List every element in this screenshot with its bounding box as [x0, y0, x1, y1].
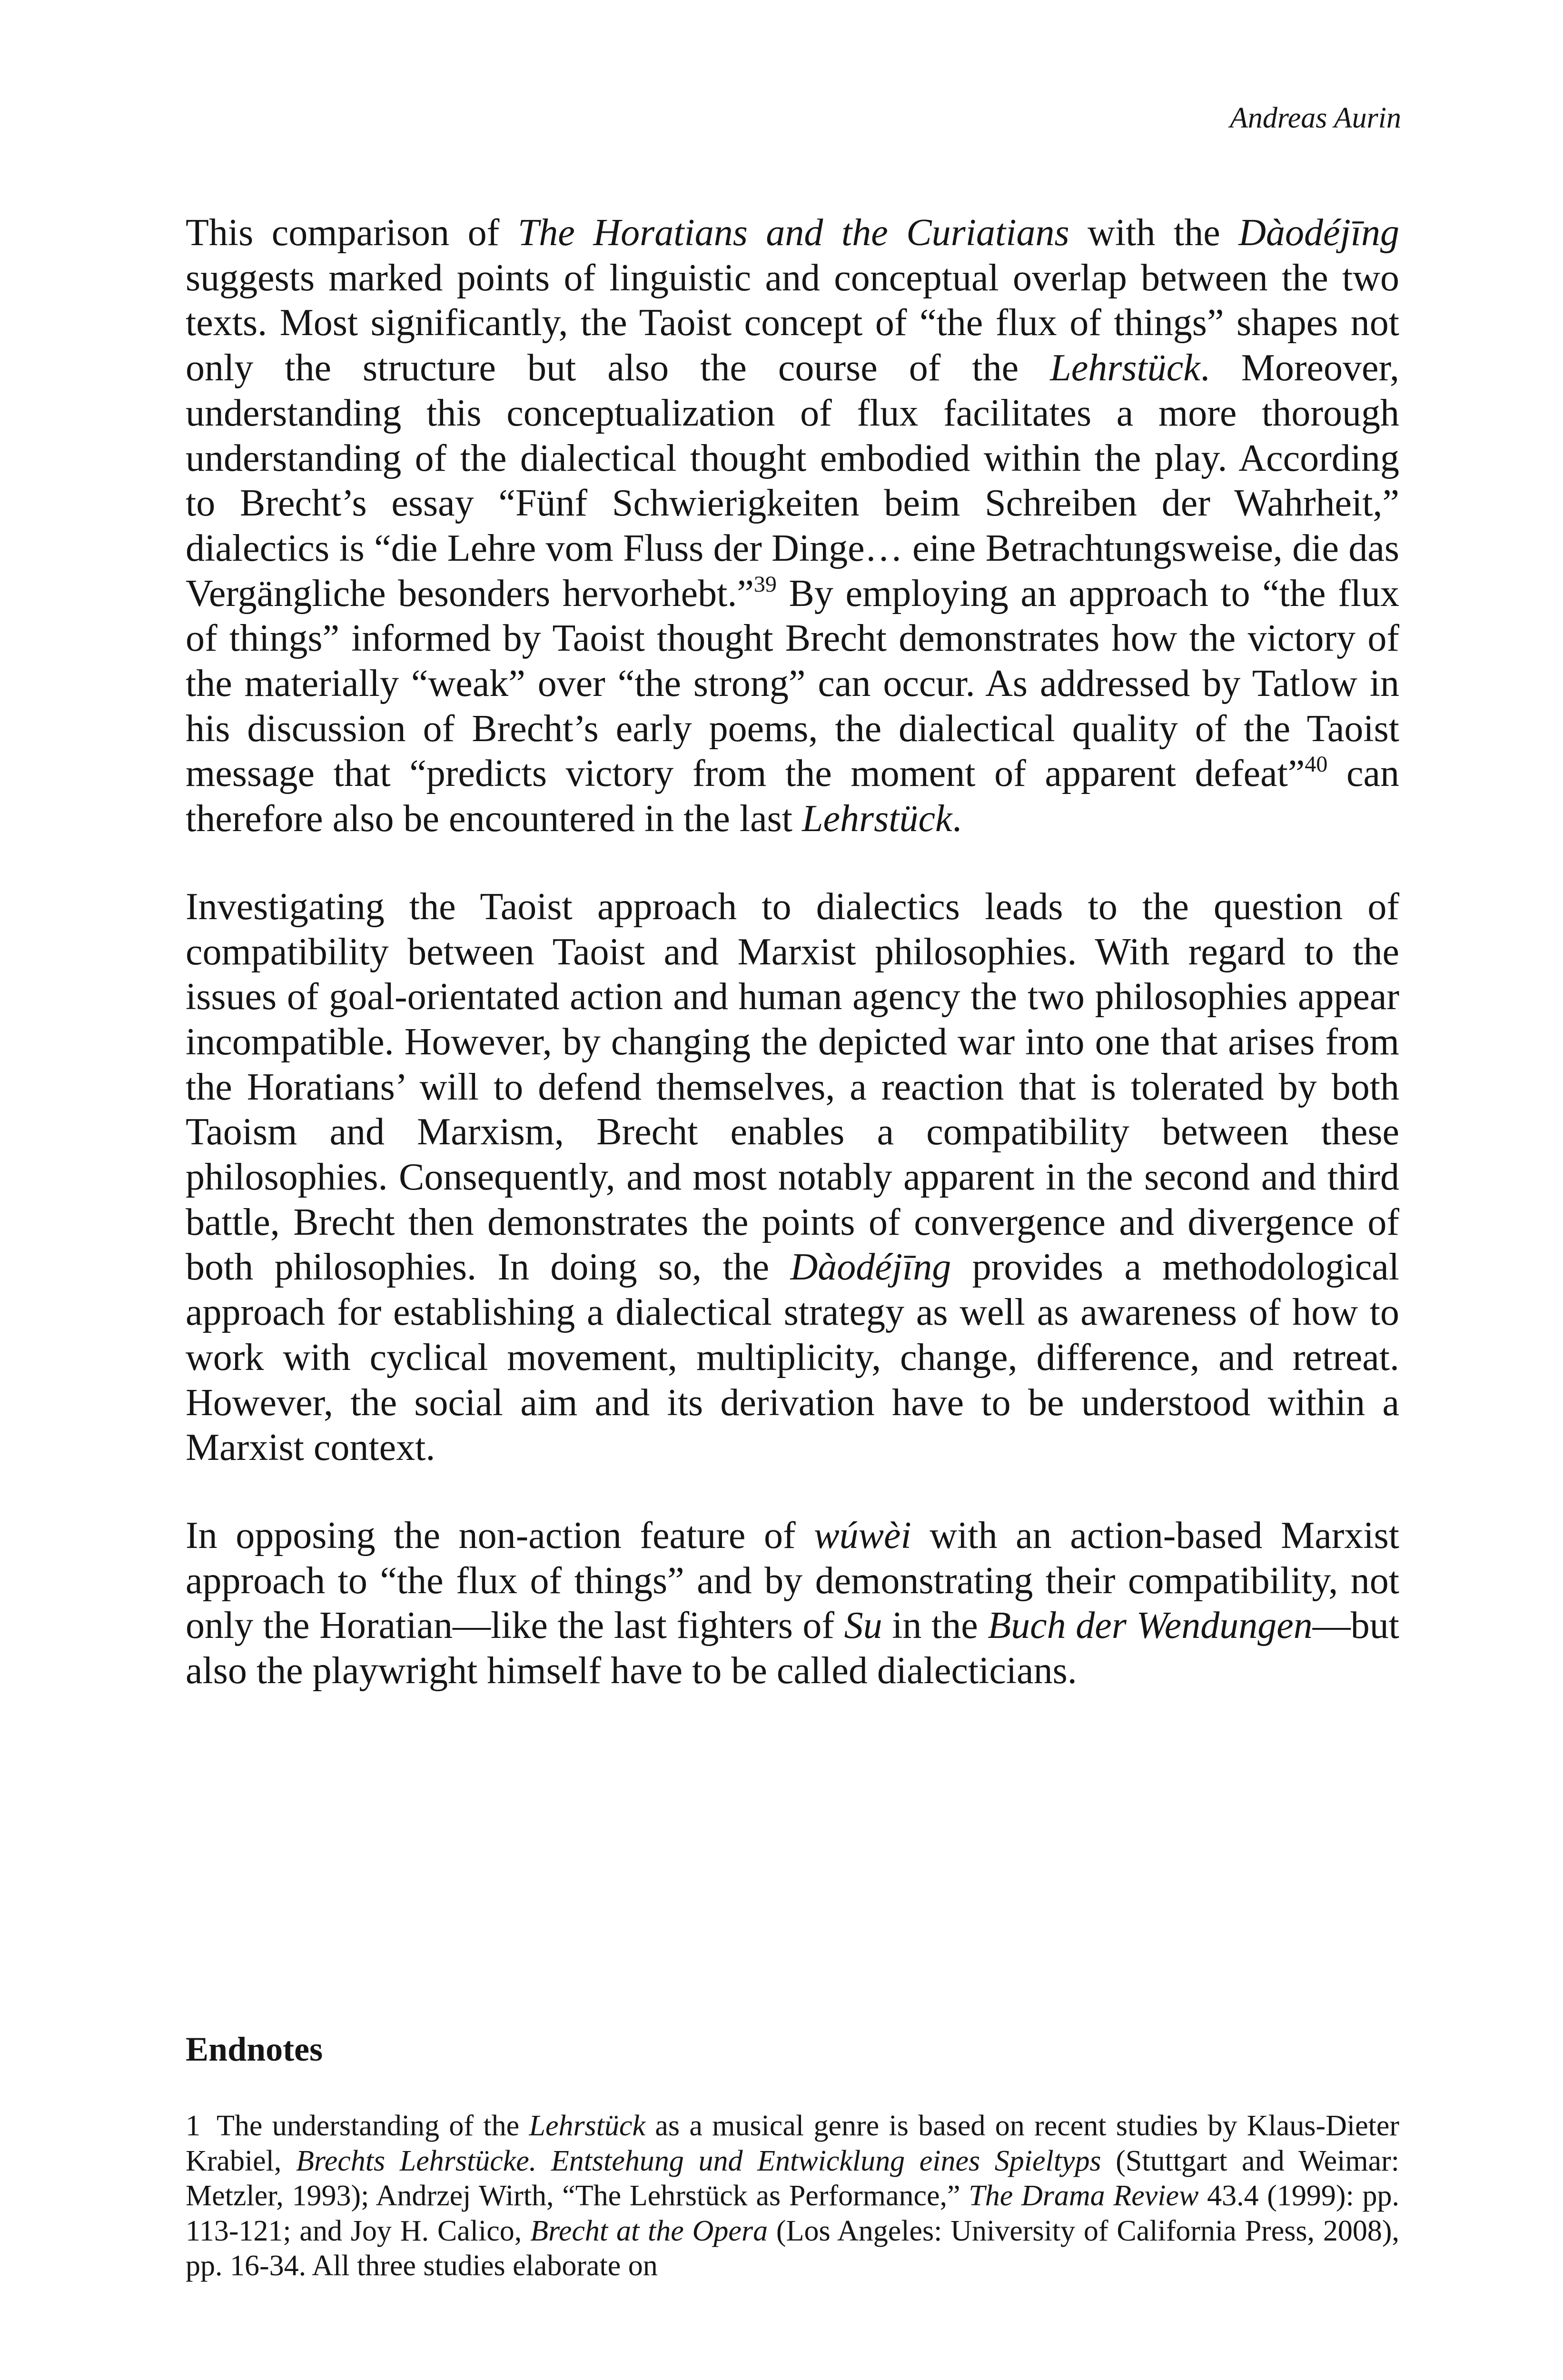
paragraph-1 — [186, 210, 1399, 842]
text-span: as a musical genre is based on recent studies by Klaus-Dieter Krabiel, — [186, 2110, 1399, 2177]
text-span: This comparison of — [186, 212, 518, 254]
footnote-marker[interactable]: 40 — [1305, 752, 1328, 777]
text-span: with the — [1069, 212, 1239, 254]
text-span: suggests marked points of linguistic and conceptual overlap between the two texts. Most significantly, the Taoist concept of “the flux of things” shapes not only the structure but also the course of the — [186, 257, 1399, 389]
italic-term: Lehrstück — [529, 2110, 646, 2142]
text-span: (Stuttgart and Weimar: Metzler, 1993); Andrzej Wirth, “The Lehrstück as Performance,” — [186, 2144, 1399, 2212]
italic-title: Buch der Wendungen — [988, 1605, 1313, 1647]
text-span: —but also the playwright himself have to be called dialecticians. — [186, 1605, 1399, 1692]
text-span: In opposing the non-action feature of — [186, 1514, 814, 1557]
endnotes-heading: Endnotes — [186, 2030, 323, 2068]
italic-title: Brecht at the Opera — [530, 2214, 768, 2247]
text-span: in the — [882, 1605, 988, 1647]
paragraph-2 — [186, 884, 1399, 1470]
italic-title: Brechts Lehrstücke. Entstehung und Entwicklung eines Spieltyps — [296, 2144, 1101, 2177]
body-text — [186, 210, 1399, 1736]
footnote-marker[interactable]: 39 — [753, 571, 777, 597]
text-span: Investigating the Taoist approach to dialectics leads to the question of compatibility between Taoist and Marxist philosophies. With regard to the issues of goal-orientated action and human agency the two philosophies appear incompatible. However, by changing the depicted war into one that arises from the Horatians’ will to defend themselves, a reaction that is tolerated by both Taoism and Marxism, Brecht enables a compatibility between these philosophies. Consequently, and most notably apparent in the second and third battle, Brecht then demonstrates the points of convergence and divergence of both philosophies. In doing so, the — [186, 885, 1399, 1289]
endnote-item — [186, 2109, 1399, 2284]
italic-title: The Drama Review — [969, 2180, 1199, 2212]
text-span: provides a methodological approach for establishing a dialectical strategy as well as awareness of how to work with cyclical movement, multiplicity, change, difference, and retreat. However, the social aim and its derivation have to be understood within a Marxist context. — [186, 1246, 1399, 1469]
text-span: . — [952, 798, 962, 840]
text-span: . Moreover, understanding this conceptualization of flux facilitates a more thorough understanding of the dialectical thought embodied within the play. According to Brecht’s essay “Fünf Schwierigkeiten beim Schreiben der Wahrheit,” dialectics is “die Lehre vom Fluss der Dinge… eine Betrachtungsweise, die das Vergängliche besonders hervorhebt.” — [186, 347, 1399, 615]
italic-term: Lehrstück — [1050, 347, 1200, 389]
running-header-author: Andreas Aurin — [1230, 102, 1401, 134]
text-span: The understanding of the — [217, 2110, 529, 2142]
text-span: can therefore also be encountered in the last — [186, 753, 1400, 840]
text-span: 43.4 (1999): pp. 113-121; and Joy H. Calico, — [186, 2180, 1399, 2247]
endnote-number: 1 — [186, 2110, 200, 2142]
italic-term: Su — [844, 1605, 882, 1647]
text-span: By employing an approach to “the flux of things” informed by Taoist thought Brecht demonstrates how the victory of the materially “weak” over “the strong” can occur. As addressed by Tatlow in his discussion of Brecht’s early poems, the dialectical quality of the Taoist message that “predicts victory from the moment of apparent defeat” — [186, 572, 1399, 795]
italic-title: Dàodéjīng — [1238, 212, 1400, 254]
text-span: with an action-based Marxist approach to “the flux of things” and by demonstrating their compatibility, not only the Horatian—like the last fighters of — [186, 1514, 1399, 1647]
text-span: (Los Angeles: University of California Press, 2008), pp. 16-34. All three studies elaborate on — [186, 2214, 1400, 2282]
italic-title: Dàodéjīng — [790, 1246, 951, 1289]
italic-term: Lehrstück — [802, 798, 952, 840]
italic-title: The Horatians and the Curiatians — [517, 212, 1069, 254]
italic-term: wúwèi — [814, 1514, 911, 1557]
paragraph-3 — [186, 1513, 1399, 1694]
